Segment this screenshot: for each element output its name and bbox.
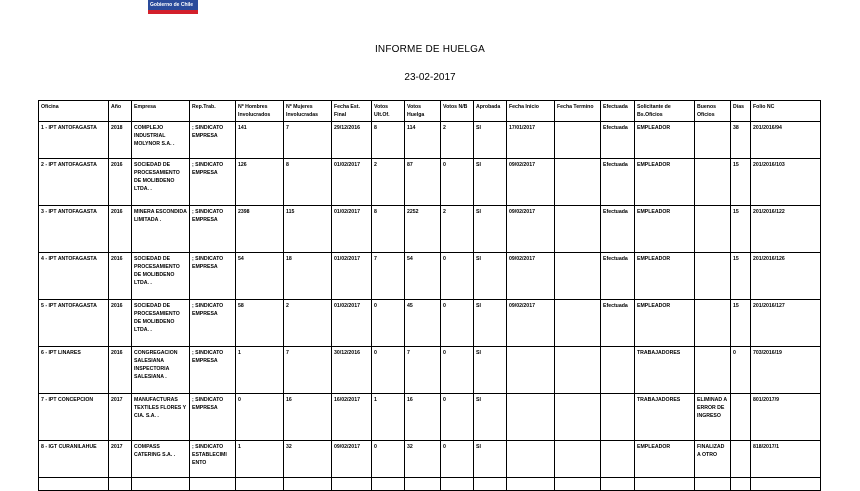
column-header: Año — [109, 101, 132, 122]
logo-red-stripe — [148, 10, 198, 14]
table-cell: 201/2016/122 — [751, 206, 821, 253]
table-cell: CONGREGACION SALESIANA INSPECTORIA SALESIANA . — [132, 347, 190, 394]
table-cell: 15 — [731, 253, 751, 300]
table-cell — [695, 206, 731, 253]
table-cell: MANUFACTURAS TEXTILES FLORES Y CIA. S.A. . — [132, 394, 190, 441]
table-cell — [441, 478, 474, 491]
table-cell: ; SINDICATO ESTABLECIMI ENTO — [190, 441, 236, 478]
table-cell: 0 — [441, 253, 474, 300]
column-header: Nº Hombres Involucrados — [236, 101, 284, 122]
column-header: Votos Huelga — [405, 101, 441, 122]
header-row — [39, 101, 821, 122]
table-cell: 09/02/2017 — [507, 300, 555, 347]
table-cell: EMPLEADOR — [635, 253, 695, 300]
column-header: Oficina — [39, 101, 109, 122]
table-cell — [731, 441, 751, 478]
table-cell: 114 — [405, 122, 441, 159]
table-cell — [284, 478, 332, 491]
table-cell: 801/2017/9 — [751, 394, 821, 441]
table-cell — [635, 478, 695, 491]
table-cell: 54 — [236, 253, 284, 300]
strike-report-table — [38, 100, 821, 491]
table-row — [39, 347, 821, 394]
table-cell: SI — [474, 347, 507, 394]
table-cell: 0 — [372, 347, 405, 394]
table-cell: 0 — [372, 441, 405, 478]
table-cell: 0 — [441, 394, 474, 441]
table-cell: 58 — [236, 300, 284, 347]
table-cell: ; SINDICATO EMPRESA — [190, 206, 236, 253]
table-cell: 0 — [441, 441, 474, 478]
table-cell: 29/12/2016 — [332, 122, 372, 159]
table-cell: 2252 — [405, 206, 441, 253]
table-cell — [507, 394, 555, 441]
table-cell: 201/2016/94 — [751, 122, 821, 159]
table-cell: 1 — [236, 441, 284, 478]
table-cell: 09/02/2017 — [507, 159, 555, 206]
table-cell: 0 — [441, 347, 474, 394]
table-cell — [695, 300, 731, 347]
table-cell: 18 — [284, 253, 332, 300]
table-cell: 15 — [731, 206, 751, 253]
table-cell — [601, 347, 635, 394]
table-cell: COMPLEJO INDUSTRIAL MOLYNOR S.A. . — [132, 122, 190, 159]
table-cell: SI — [474, 206, 507, 253]
table-cell: 32 — [405, 441, 441, 478]
table-cell — [601, 441, 635, 478]
table-cell: 115 — [284, 206, 332, 253]
table-cell — [695, 159, 731, 206]
table-cell: COMPASS CATERING S.A. . — [132, 441, 190, 478]
table-cell — [601, 394, 635, 441]
table-cell: 01/02/2017 — [332, 300, 372, 347]
table-cell — [555, 206, 601, 253]
table-cell: MINERA ESCONDIDA LIMITADA . — [132, 206, 190, 253]
column-header: Fecha Est. Final — [332, 101, 372, 122]
column-header: Solicitante de Bs.Oficios — [635, 101, 695, 122]
table-cell: 0 — [236, 394, 284, 441]
table-cell: 2 — [441, 122, 474, 159]
table-cell: EMPLEADOR — [635, 159, 695, 206]
table-row — [39, 394, 821, 441]
table-cell: EMPLEADOR — [635, 441, 695, 478]
table-cell — [555, 441, 601, 478]
table-cell: 141 — [236, 122, 284, 159]
table-cell — [695, 347, 731, 394]
report-title: INFORME DE HUELGA — [374, 44, 486, 55]
table-cell: 2016 — [109, 300, 132, 347]
table-row — [39, 159, 821, 206]
table-cell — [190, 478, 236, 491]
table-row-partial — [39, 478, 821, 491]
table-cell: Efectuada — [601, 122, 635, 159]
table-cell: 2016 — [109, 347, 132, 394]
table-cell — [695, 478, 731, 491]
table-cell: 1 — [372, 394, 405, 441]
table-cell: SI — [474, 122, 507, 159]
column-header: Folio NC — [751, 101, 821, 122]
government-logo — [148, 0, 198, 14]
table-cell: 126 — [236, 159, 284, 206]
table-cell: 703/2016/19 — [751, 347, 821, 394]
table-cell: SI — [474, 300, 507, 347]
table-cell: 01/02/2017 — [332, 159, 372, 206]
table-cell: 7 — [284, 347, 332, 394]
table-cell: 201/2016/126 — [751, 253, 821, 300]
table-cell: 09/02/2017 — [507, 206, 555, 253]
table-cell: 09/02/2017 — [332, 441, 372, 478]
table-cell: 0 — [731, 347, 751, 394]
table-cell: 0 — [441, 300, 474, 347]
table-cell — [332, 478, 372, 491]
column-header: Días — [731, 101, 751, 122]
table-cell: 818/2017/1 — [751, 441, 821, 478]
table-cell: ; SINDICATO EMPRESA — [190, 253, 236, 300]
table-cell: EMPLEADOR — [635, 122, 695, 159]
table-cell — [555, 159, 601, 206]
table-cell — [555, 347, 601, 394]
table-cell — [731, 478, 751, 491]
table-cell: 7 — [405, 347, 441, 394]
column-header: Efectuada — [601, 101, 635, 122]
table-cell — [555, 122, 601, 159]
table-cell: EMPLEADOR — [635, 206, 695, 253]
table-cell: SOCIEDAD DE PROCESAMIENTO DE MOLIBDENO LTDA. . — [132, 300, 190, 347]
table-row — [39, 253, 821, 300]
column-header: Aprobada — [474, 101, 507, 122]
table-cell — [507, 478, 555, 491]
table-cell: SOCIEDAD DE PROCESAMIENTO DE MOLIBDENO LTDA. . — [132, 253, 190, 300]
table-cell: 8 - IGT CURANILAHUE — [39, 441, 109, 478]
table-cell — [731, 394, 751, 441]
table-cell: 8 — [284, 159, 332, 206]
table-row — [39, 206, 821, 253]
table-cell — [474, 478, 507, 491]
table-cell — [39, 478, 109, 491]
table-cell — [695, 253, 731, 300]
table-cell: 2017 — [109, 394, 132, 441]
column-header: Fecha Termino — [555, 101, 601, 122]
table-cell: 3 - IPT ANTOFAGASTA — [39, 206, 109, 253]
table-cell: 1 - IPT ANTOFAGASTA — [39, 122, 109, 159]
table-cell: 2398 — [236, 206, 284, 253]
table-cell: ; SINDICATO EMPRESA — [190, 122, 236, 159]
table-body — [39, 122, 821, 491]
table-cell: 6 - IPT LINARES — [39, 347, 109, 394]
column-header: Votos N/B — [441, 101, 474, 122]
table-row — [39, 441, 821, 478]
table-cell: 38 — [731, 122, 751, 159]
table-cell: 15 — [731, 300, 751, 347]
table-cell: TRABAJADORES — [635, 347, 695, 394]
table-cell: FINALIZAD A OTRO — [695, 441, 731, 478]
table-cell: 2 — [284, 300, 332, 347]
table-cell: ; SINDICATO EMPRESA — [190, 347, 236, 394]
table-cell: 17/01/2017 — [507, 122, 555, 159]
table-cell: 1 — [236, 347, 284, 394]
table-cell: 16 — [405, 394, 441, 441]
table-cell: 7 — [372, 253, 405, 300]
table-cell: 7 - IPT CONCEPCION — [39, 394, 109, 441]
table-cell — [109, 478, 132, 491]
column-header: Fecha Inicio — [507, 101, 555, 122]
table-cell: SOCIEDAD DE PROCESAMIENTO DE MOLIBDENO LTDA. . — [132, 159, 190, 206]
table-cell: 15 — [731, 159, 751, 206]
table-cell: 2018 — [109, 122, 132, 159]
table-cell: 0 — [372, 300, 405, 347]
table-cell: Efectuada — [601, 206, 635, 253]
table-cell — [555, 478, 601, 491]
column-header: Empresa — [132, 101, 190, 122]
table-cell: 54 — [405, 253, 441, 300]
table-cell: 16 — [284, 394, 332, 441]
table-cell: 4 - IPT ANTOFAGASTA — [39, 253, 109, 300]
table-cell: TRABAJADORES — [635, 394, 695, 441]
table-cell — [601, 478, 635, 491]
table-cell — [507, 347, 555, 394]
table-cell: 45 — [405, 300, 441, 347]
table-cell — [405, 478, 441, 491]
table-cell: 2017 — [109, 441, 132, 478]
table-cell: 30/12/2016 — [332, 347, 372, 394]
table-cell: 2 — [441, 206, 474, 253]
table-cell: 2016 — [109, 206, 132, 253]
table-cell — [372, 478, 405, 491]
table-cell: 2016 — [109, 159, 132, 206]
logo-text: Gobierno de Chile — [150, 2, 194, 8]
table-cell: Efectuada — [601, 253, 635, 300]
table-cell — [695, 122, 731, 159]
column-header: Buenos Oficios — [695, 101, 731, 122]
table-cell: 0 — [441, 159, 474, 206]
table-cell — [555, 394, 601, 441]
table-cell — [555, 300, 601, 347]
table-cell: 01/02/2017 — [332, 253, 372, 300]
table-cell — [132, 478, 190, 491]
report-date: 23-02-2017 — [404, 72, 456, 83]
table-cell: SI — [474, 253, 507, 300]
table-cell: 8 — [372, 206, 405, 253]
table-cell: 16/02/2017 — [332, 394, 372, 441]
table-cell: Efectuada — [601, 159, 635, 206]
table-cell: 201/2016/103 — [751, 159, 821, 206]
table-cell: 201/2016/127 — [751, 300, 821, 347]
table-cell: 87 — [405, 159, 441, 206]
table-cell — [236, 478, 284, 491]
table-cell: 5 - IPT ANTOFAGASTA — [39, 300, 109, 347]
table-cell: 7 — [284, 122, 332, 159]
table-cell: ; SINDICATO EMPRESA — [190, 159, 236, 206]
table-cell — [507, 441, 555, 478]
table-cell: 01/02/2017 — [332, 206, 372, 253]
table-cell: ; SINDICATO EMPRESA — [190, 394, 236, 441]
column-header: Nº Mujeres Involucradas — [284, 101, 332, 122]
table-row — [39, 122, 821, 159]
table-cell: SI — [474, 394, 507, 441]
column-header: Rep.Trab. — [190, 101, 236, 122]
table-cell: SI — [474, 159, 507, 206]
table-cell: SI — [474, 441, 507, 478]
table-cell: 2 — [372, 159, 405, 206]
table-row — [39, 300, 821, 347]
table-cell: 8 — [372, 122, 405, 159]
table-cell: 2 - IPT ANTOFAGASTA — [39, 159, 109, 206]
table-cell: ELIMINAD A ERROR DE INGRESO — [695, 394, 731, 441]
table-cell: ; SINDICATO EMPRESA — [190, 300, 236, 347]
table-cell — [555, 253, 601, 300]
table-cell: 32 — [284, 441, 332, 478]
table-cell: 2016 — [109, 253, 132, 300]
column-header: Votos Ult.Of. — [372, 101, 405, 122]
table-cell: 09/02/2017 — [507, 253, 555, 300]
table-cell: Efectuada — [601, 300, 635, 347]
table-cell: EMPLEADOR — [635, 300, 695, 347]
table-cell — [751, 478, 821, 491]
